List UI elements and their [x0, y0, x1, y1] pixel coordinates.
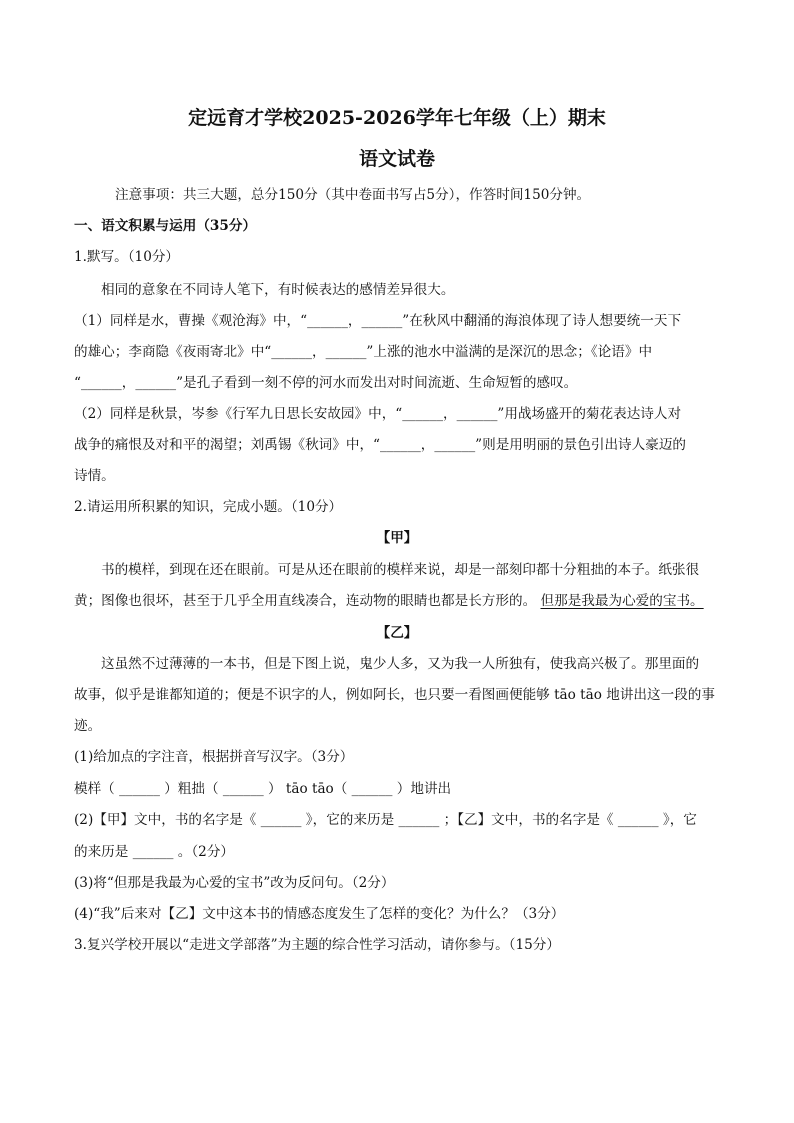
- subquestion-1: (1)给加点的字注音，根据拼音写汉字。（3分）: [74, 749, 354, 765]
- passage-yi-title: 【乙】: [376, 625, 418, 641]
- exam-notice: 注意事项：共三大题，总分150分（其中卷面书写占5分），作答时间150分钟。: [115, 187, 591, 203]
- subquestion-4: (4)“我”后来对【乙】文中这本书的情感态度发生了怎样的变化？为什么？（3分）: [74, 906, 565, 922]
- section-heading-1: 一、语文积累与运用（35分）: [74, 218, 257, 234]
- subquestion-2-line2: 的来历是 ______ 。（2分）: [74, 844, 235, 860]
- question-2-heading: 2.请运用所积累的知识，完成小题。（10分）: [74, 499, 343, 515]
- subquestion-1-fill: 模样（ ______ ）粗拙（ ______ ） tāo tāo（ ______ ）地讲出: [74, 781, 452, 797]
- question-1-part1-line1: （1）同样是水，曹操《观沧海》中，“______，______”在秋风中翻涌的海浪体现了诗人想要统一天下: [74, 313, 682, 329]
- passage-jia-line1: 书的模样，到现在还在眼前。可是从还在眼前的模样来说，却是一部刻印都十分粗拙的本子。纸张很: [101, 562, 700, 578]
- subquestion-2-line1: (2)【甲】文中，书的名字是《 ______ 》，它的来历是 ______ ；【乙】文中，书的名字是《 ______ 》，它: [74, 812, 697, 828]
- question-1-part1-line3: “______，______”是孔子看到一刻不停的河水而发出对时间流逝、生命短暂的感叹。: [74, 375, 578, 391]
- passage-yi-line1: 这虽然不过薄薄的一本书，但是下图上说，鬼少人多，又为我一人所独有，使我高兴极了。那里面的: [101, 656, 700, 672]
- passage-jia-title: 【甲】: [376, 530, 418, 546]
- page-title: 定远育才学校2025-2026学年七年级（上）期末: [188, 107, 606, 129]
- question-3-heading: 3.复兴学校开展以“走进文学部落”为主题的综合性学习活动，请你参与。（15分）: [74, 937, 560, 953]
- question-1-part2-line1: （2）同样是秋景，岑参《行军九日思长安故园》中，“______，______”用战场盛开的菊花表达诗人对: [74, 406, 682, 422]
- passage-jia-line2-text: 黄；图像也很坏，甚至于几乎全用直线凑合，连动物的眼睛也都是长方形的。: [74, 593, 537, 609]
- underlined-sentence: 但那是我最为心爱的宝书。: [540, 593, 704, 609]
- subquestion-3: (3)将“但那是我最为心爱的宝书”改为反问句。（2分）: [74, 875, 395, 891]
- question-1-part2-line3: 诗情。: [74, 468, 115, 484]
- passage-jia-line2: [74, 592, 704, 610]
- passage-yi-line3: 迹。: [74, 718, 102, 734]
- question-1-part2-line2: 战争的痛恨及对和平的渴望；刘禹锡《秋词》中，“______，______”则是用明丽的景色引出诗人豪迈的: [74, 437, 687, 453]
- question-1-heading: 1.默写。（10分）: [74, 249, 180, 265]
- question-1-part1-line2: 的雄心；李商隐《夜雨寄北》中“______，______”上涨的池水中溢满的是深沉的思念；《论语》中: [74, 344, 653, 360]
- passage-yi-line2: 故事，似乎是谁都知道的；便是不识字的人，例如阿长，也只要一看图画便能够 tāo tāo 地讲出这一段的事: [74, 687, 715, 703]
- page-subtitle: 语文试卷: [358, 148, 435, 170]
- question-1-intro: 相同的意象在不同诗人笔下，有时候表达的感情差异很大。: [101, 282, 455, 298]
